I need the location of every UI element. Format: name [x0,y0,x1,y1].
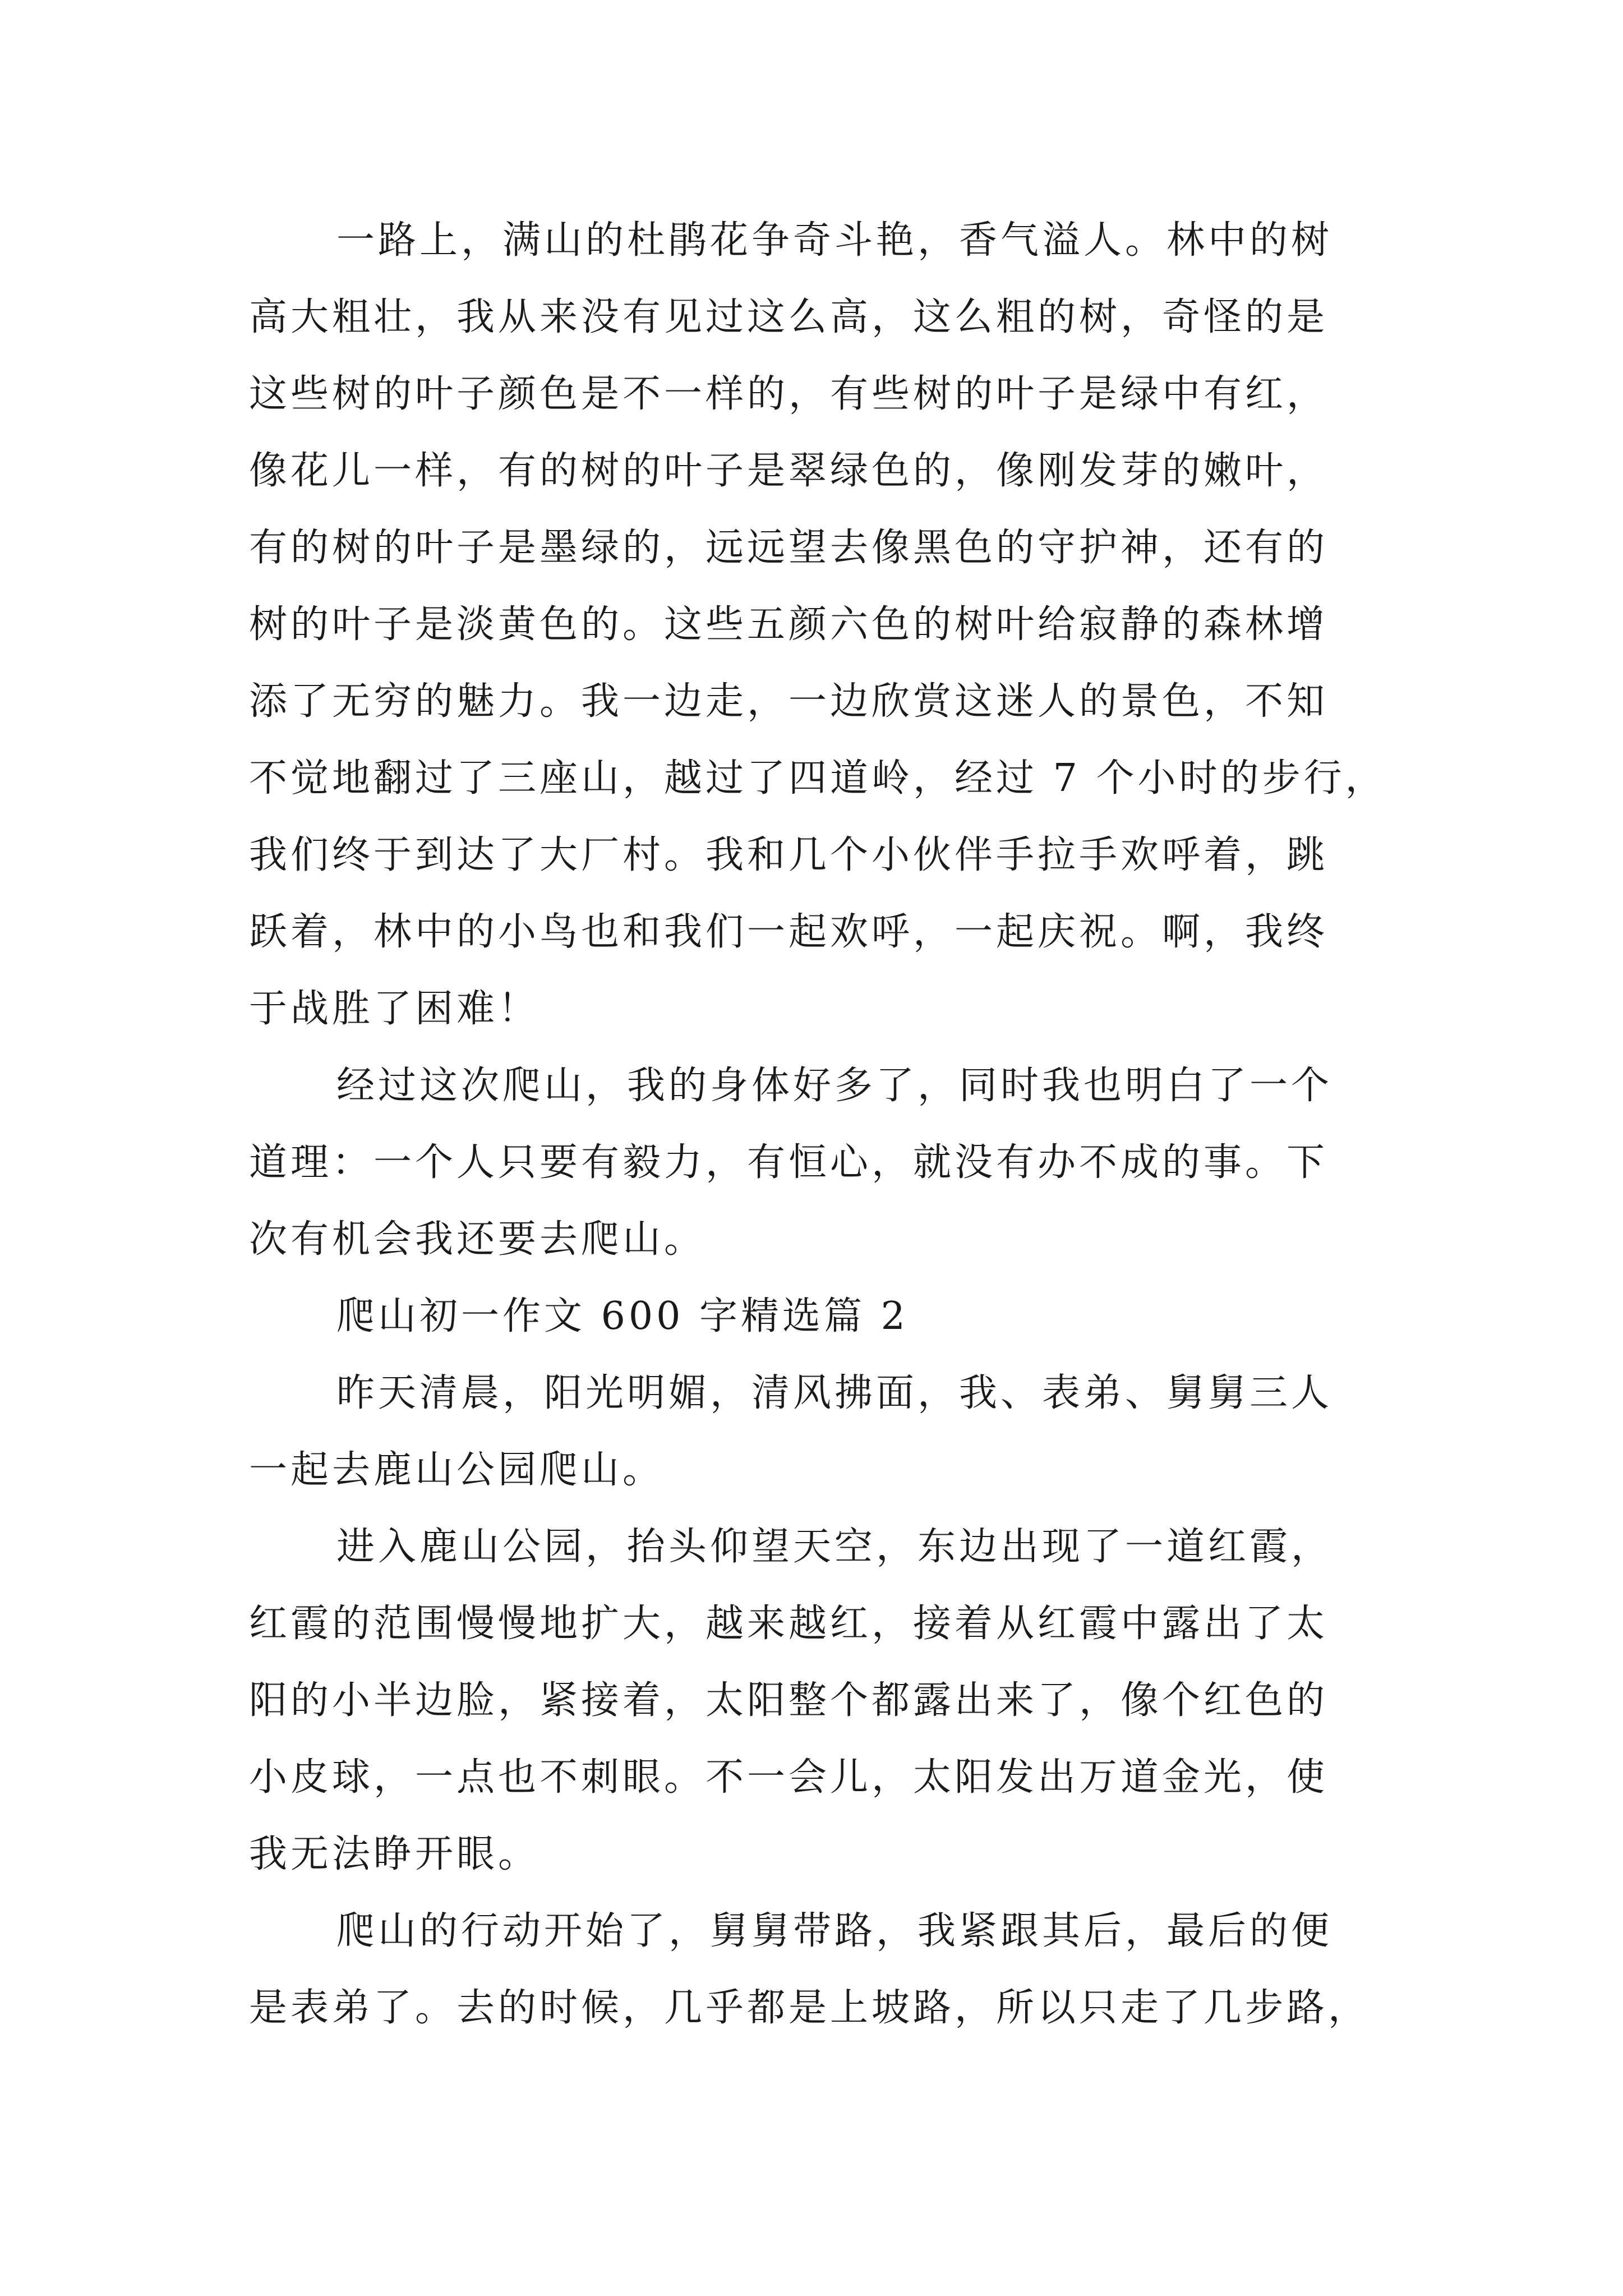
text-line: 昨天清晨，阳光明媚，清风拂面，我、表弟、舅舅三人 [336,1371,1333,1415]
text-line: 不觉地翻过了三座山，越过了四道岭，经过 7 个小时的步行， [249,756,1387,800]
text-line: 爬山的行动开始了，舅舅带路，我紧跟其后，最后的便 [336,1909,1333,1953]
text-line: 小皮球，一点也不刺眼。不一会儿，太阳发出万道金光，使 [249,1755,1329,1800]
section-heading: 爬山初一作文 600 字精选篇 2 [336,1294,909,1338]
text-line: 次有机会我还要去爬山。 [249,1217,706,1262]
text-line: 高大粗壮，我从来没有见过这么高，这么粗的树，奇怪的是 [249,295,1329,339]
text-line: 红霞的范围慢慢地扩大，越来越红，接着从红霞中露出了太 [249,1602,1329,1646]
text-line: 一起去鹿山公园爬山。 [249,1448,665,1492]
text-line: 像花儿一样，有的树的叶子是翠绿色的，像刚发芽的嫩叶， [249,449,1329,493]
text-line: 于战胜了困难！ [249,987,540,1031]
text-line: 跃着，林中的小鸟也和我们一起欢呼，一起庆祝。啊，我终 [249,910,1329,954]
text-line: 阳的小半边脸，紧接着，太阳整个都露出来了，像个红色的 [249,1678,1329,1723]
text-line: 我无法睁开眼。 [249,1832,540,1876]
text-line: 我们终于到达了大厂村。我和几个小伙伴手拉手欢呼着，跳 [249,833,1329,877]
text-line: 这些树的叶子颜色是不一样的，有些树的叶子是绿中有红， [249,372,1329,416]
text-line: 进入鹿山公园，抬头仰望天空，东边出现了一道红霞， [336,1525,1333,1569]
text-line: 是表弟了。去的时候，几乎都是上坡路，所以只走了几步路， [249,1986,1370,2030]
text-line: 一路上，满山的杜鹃花争奇斗艳，香气溢人。林中的树 [336,218,1333,263]
text-line: 有的树的叶子是墨绿的，远远望去像黑色的守护神，还有的 [249,526,1329,570]
text-line: 添了无穷的魅力。我一边走，一边欣赏这迷人的景色，不知 [249,679,1329,724]
text-line: 经过这次爬山，我的身体好多了，同时我也明白了一个 [336,1064,1333,1108]
essay-body [249,202,1387,2046]
text-line: 树的叶子是淡黄色的。这些五颜六色的树叶给寂静的森林增 [249,602,1329,647]
text-line: 道理：一个人只要有毅力，有恒心，就没有办不成的事。下 [249,1140,1329,1185]
